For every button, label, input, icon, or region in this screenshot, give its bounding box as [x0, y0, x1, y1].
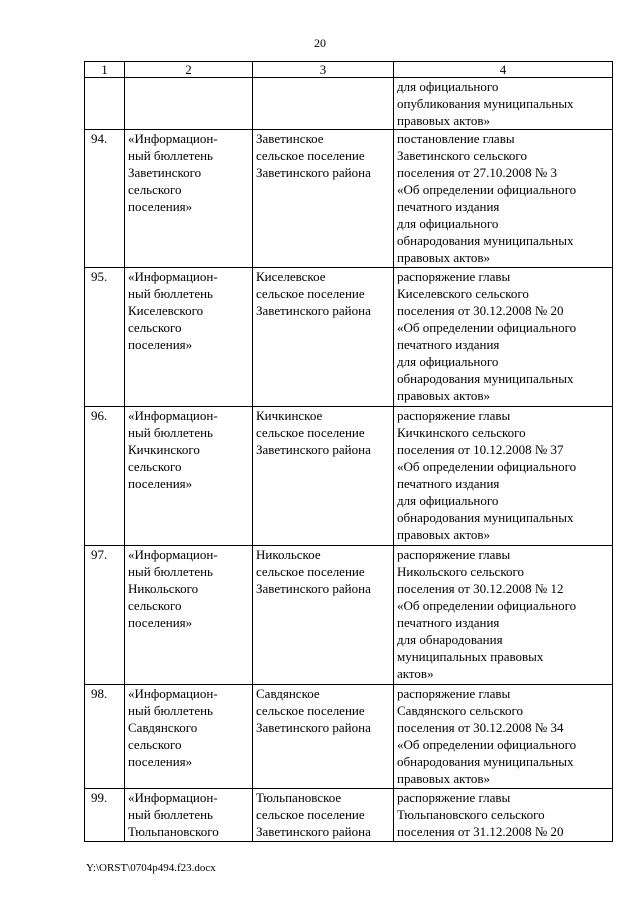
footer-file-path: Y:\ORST\0704p494.f23.docx	[86, 862, 216, 874]
registry-table	[84, 61, 613, 842]
table-row	[85, 407, 613, 546]
row-number: 97.	[85, 546, 125, 685]
bulletin-name	[125, 78, 253, 130]
table-row	[85, 789, 613, 842]
legal-act: для официального опубликования муниципальных правовых актов»	[394, 78, 613, 130]
table-row	[85, 130, 613, 268]
header-col-2: 2	[125, 62, 253, 78]
bulletin-name: «Информацион- ный бюллетень Киселевского сельского поселения»	[125, 268, 253, 407]
header-col-3: 3	[253, 62, 394, 78]
legal-act: распоряжение главы Савдянского сельского поселения от 30.12.2008 № 34 «Об определении официального обнародования муниципальных правовых актов»	[394, 685, 613, 789]
bulletin-name: «Информацион- ный бюллетень Савдянского сельского поселения»	[125, 685, 253, 789]
settlement-name: Савдянское сельское поселение Заветинского района	[253, 685, 394, 789]
row-number: 98.	[85, 685, 125, 789]
settlement-name: Никольское сельское поселение Заветинского района	[253, 546, 394, 685]
settlement-name	[253, 78, 394, 130]
header-col-1: 1	[85, 62, 125, 78]
row-number	[85, 78, 125, 130]
table-row	[85, 268, 613, 407]
page-number: 20	[314, 36, 326, 50]
table-row-continued	[85, 78, 613, 130]
settlement-name: Тюльпановское сельское поселение Заветинского района	[253, 789, 394, 842]
header-col-4: 4	[394, 62, 613, 78]
legal-act: распоряжение главы Кичкинского сельского поселения от 10.12.2008 № 37 «Об определении официального печатного издания для официального обнародования муниципальных правовых актов»	[394, 407, 613, 546]
row-number: 99.	[85, 789, 125, 842]
bulletin-name: «Информацион- ный бюллетень Заветинского сельского поселения»	[125, 130, 253, 268]
table-header-row	[85, 62, 613, 78]
row-number: 95.	[85, 268, 125, 407]
legal-act: распоряжение главы Тюльпановского сельского поселения от 31.12.2008 № 20	[394, 789, 613, 842]
settlement-name: Заветинское сельское поселение Заветинского района	[253, 130, 394, 268]
row-number: 94.	[85, 130, 125, 268]
table-row	[85, 546, 613, 685]
bulletin-name: «Информацион- ный бюллетень Никольского сельского поселения»	[125, 546, 253, 685]
legal-act: распоряжение главы Киселевского сельского поселения от 30.12.2008 № 20 «Об определении официального печатного издания для официального обнародования муниципальных правовых актов»	[394, 268, 613, 407]
legal-act: распоряжение главы Никольского сельского поселения от 30.12.2008 № 12 «Об определении официального печатного издания для обнародования муниципальных правовых актов»	[394, 546, 613, 685]
settlement-name: Кичкинское сельское поселение Заветинского района	[253, 407, 394, 546]
settlement-name: Киселевское сельское поселение Заветинского района	[253, 268, 394, 407]
bulletin-name: «Информацион- ный бюллетень Тюльпановского	[125, 789, 253, 842]
table-row	[85, 685, 613, 789]
bulletin-name: «Информацион- ный бюллетень Кичкинского сельского поселения»	[125, 407, 253, 546]
legal-act: постановление главы Заветинского сельского поселения от 27.10.2008 № 3 «Об определении официального печатного издания для официального обнародования муниципальных правовых актов»	[394, 130, 613, 268]
row-number: 96.	[85, 407, 125, 546]
